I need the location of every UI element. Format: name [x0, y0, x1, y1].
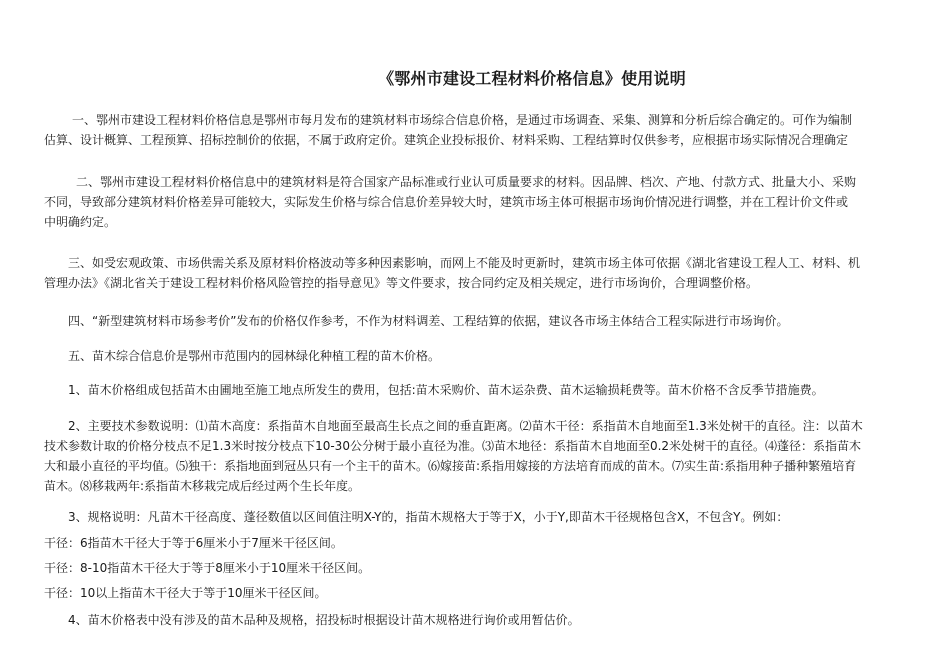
paragraph-line: 2、主要技术参数说明：⑴苗木高度：系指苗木自地面至最高生长点之间的垂直距离。⑵苗木干径：系指苗木自地面至1.3米处树干的直径。注：以苗木: [68, 419, 863, 433]
paragraph-section-1: [44, 110, 950, 150]
paragraph-line: 三、如受宏观政策、市场供需关系及原材料价格波动等多种因素影响，而网上不能及时更新时，建筑市场主体可依据《湖北省建设工程人工、材料、机: [68, 256, 861, 270]
paragraph-line: 干径：10以上指苗木干径大于等于10厘米干径区间。: [44, 586, 327, 600]
paragraph-line: 3、规格说明：凡苗木干径高度、蓬径数值以区间值注明X-Y的，指苗木规格大于等于X，小于Y,即苗木干径规格包含X，不包含Y。例如：: [68, 510, 789, 524]
paragraph-example-3: [44, 583, 950, 603]
paragraph-line: 中明确约定。: [44, 215, 117, 229]
paragraph-item-3: [44, 507, 950, 527]
paragraph-line: 4、苗木价格表中没有涉及的苗木品种及规格，招投标时根据设计苗木规格进行询价或用暂估价。: [68, 613, 580, 627]
paragraph-line: 技术参数计取的价格分枝点不足1.3米时按分枝点下10-30公分树于最小直径为准。⑶苗木地径：系指苗木自地面至0.2米处树干的直径。⑷蓬径：系指苗木: [44, 439, 862, 453]
paragraph-example-1: [44, 533, 950, 553]
paragraph-line: 估算、设计概算、工程预算、招标控制价的依据，不属于政府定价。建筑企业投标报价、材料采购、工程结算时仅供参考，应根据市场实际情况合理确定: [44, 133, 849, 147]
paragraph-line: 四、“新型建筑材料市场参考价”发布的价格仅作参考，不作为材料调差、工程结算的依据，建议各市场主体结合工程实际进行市场询价。: [68, 314, 789, 328]
paragraph-example-2: [44, 558, 950, 578]
paragraph-line: 大和最小直径的平均值。⑸独干：系指地面到冠丛只有一个主干的苗木。⑹嫁接苗:系指用嫁接的方法培育而成的苗木。⑺实生苗:系指用种子播种繁殖培育: [44, 459, 857, 473]
paragraph-section-3: [44, 253, 950, 293]
paragraph-line: 二、鄂州市建设工程材料价格信息中的建筑材料是符合国家产品标准或行业认可质量要求的材料。因品牌、档次、产地、付款方式、批量大小、采购: [76, 175, 857, 189]
paragraph-line: 一、鄂州市建设工程材料价格信息是鄂州市每月发布的建筑材料市场综合信息价格，是通过市场调查、采集、测算和分析后综合确定的。可作为编制: [72, 113, 853, 127]
paragraph-item-2: [44, 416, 950, 496]
page-title: 《鄂州市建设工程材料价格信息》使用说明: [378, 69, 686, 88]
paragraph-section-2: [44, 172, 950, 232]
paragraph-item-1: [44, 380, 950, 400]
paragraph-section-5: [44, 346, 950, 366]
paragraph-line: 干径：6指苗木干径大于等于6厘米小于7厘米干径区间。: [44, 536, 343, 550]
paragraph-line: 五、苗木综合信息价是鄂州市范围内的园林绿化种植工程的苗木价格。: [68, 349, 441, 363]
paragraph-item-4: [44, 610, 950, 630]
paragraph-line: 干径：8-10指苗木干径大于等于8厘米小于10厘米干径区间。: [44, 561, 371, 575]
paragraph-line: 苗木。⑻移栽两年:系指苗木移栽完成后经过两个生长年度。: [44, 479, 361, 493]
paragraph-line: 1、苗木价格组成包括苗木由圃地至施工地点所发生的费用，包括:苗木采购价、苗木运杂费、苗木运输损耗费等。苗木价格不含反季节措施费。: [68, 383, 824, 397]
paragraph-section-4: [44, 311, 950, 331]
paragraph-line: 管理办法》《湖北省关于建设工程材料价格风险管控的指导意见》等文件要求，按合同约定及相关规定，进行市场询价，合理调整价格。: [44, 276, 759, 290]
paragraph-line: 不同，导致部分建筑材料价格差异可能较大，实际发生价格与综合信息价差异较大时，建筑市场主体可根据市场询价情况进行调整，并在工程计价文件或: [44, 195, 849, 209]
